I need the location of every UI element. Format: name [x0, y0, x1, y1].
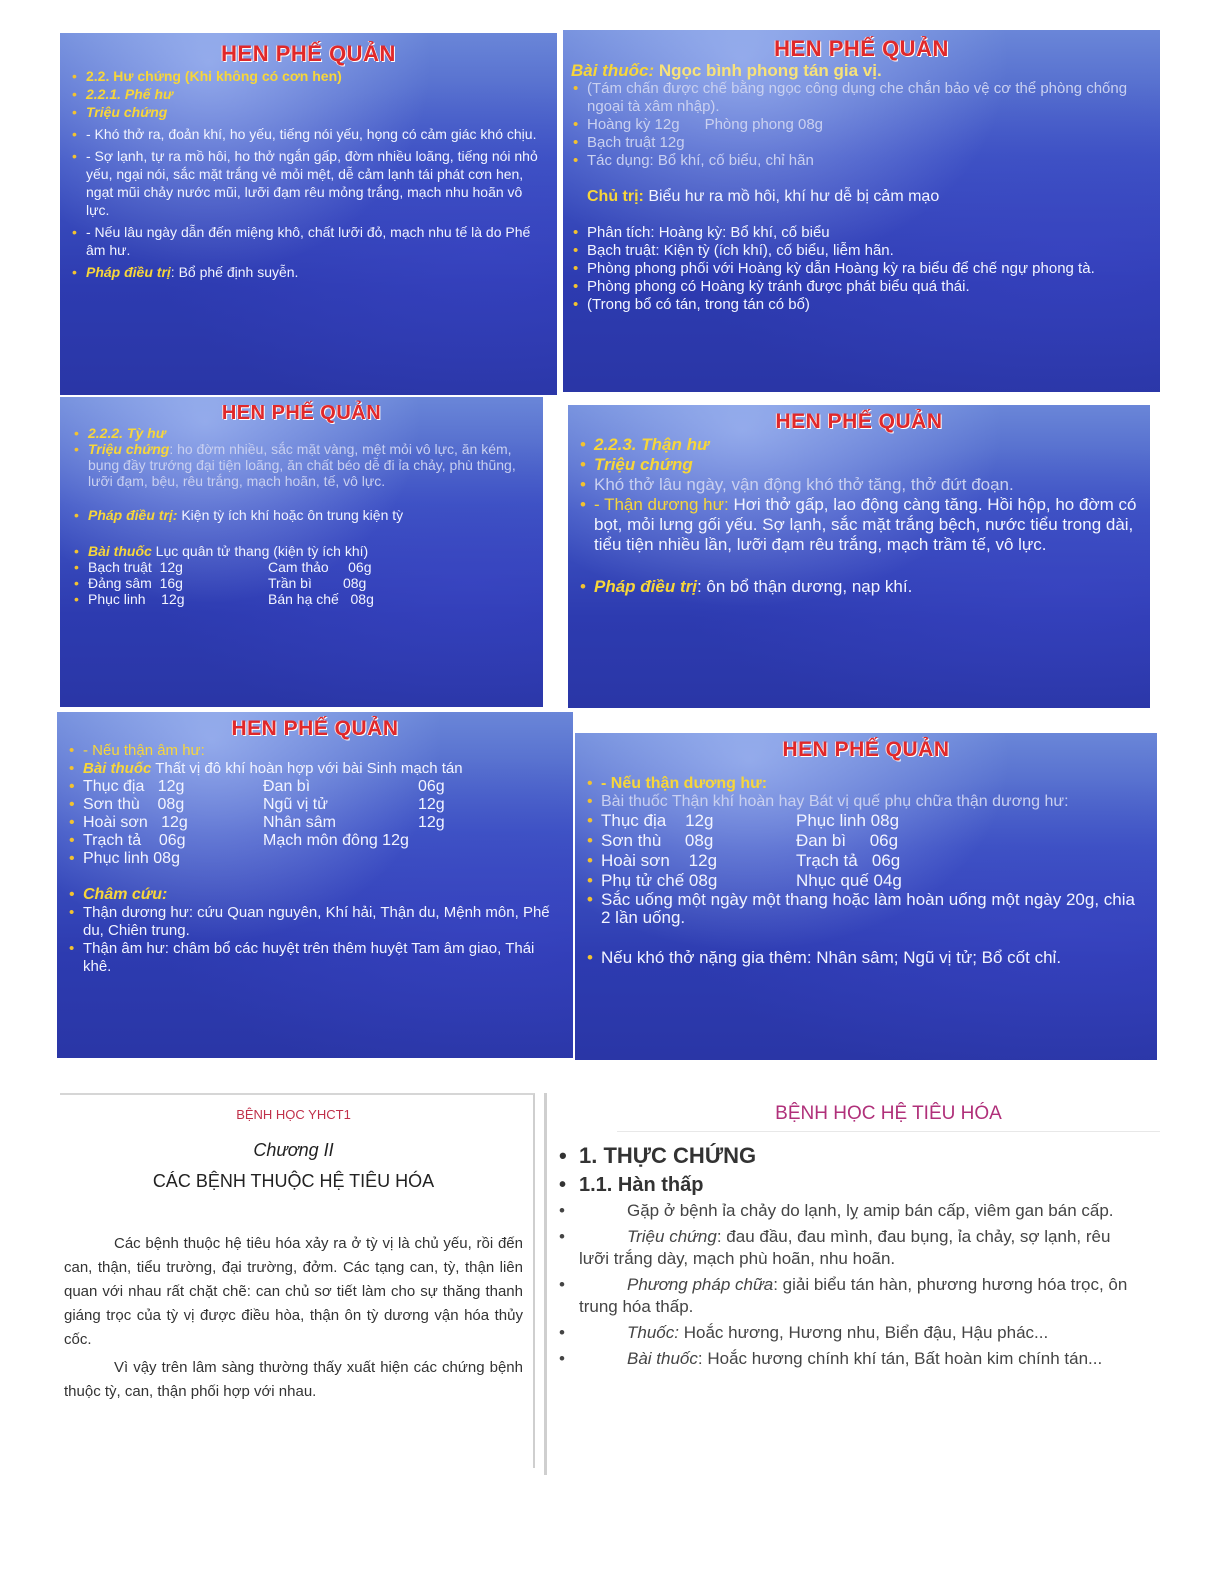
herb-row: • Trạch tả 06g Mạch môn đông 12g [67, 832, 563, 850]
paragraph: Các bệnh thuộc hệ tiêu hóa xảy ra ở tỳ vị là chủ yếu, rồi đến can, thận, tiểu trường, đại trường, đởm. Các tạng can, tỳ, thận liên quan với nhau rất chặt chẽ: can chủ sơ tiết làm cho sự thăng thanh giáng trọc của tỳ vị được điều hòa, thận ôn tỳ dương vận hóa thủy cốc. [64, 1235, 523, 1348]
doc-header: BỆNH HỌC YHCT1 [236, 1107, 351, 1122]
list-item: • Phân tích: Hoàng kỳ: Bổ khí, cố biểu [571, 224, 1152, 242]
list-item: • Bạch truật 12g [571, 134, 1152, 152]
slide-phe-hu [60, 33, 557, 395]
herb-row: • Phụ tử chế 08g Nhục quế 04g [585, 871, 1147, 891]
slide-than-am-hu [57, 712, 573, 1058]
list-item: • Bài thuốc: Hoắc hương chính khí tán, Bất hoàn kim chính tán... [559, 1349, 1103, 1368]
slide-list [70, 67, 547, 281]
list-item: • Thận dương hư: cứu Quan nguyên, Khí hải, Thận du, Mệnh môn, Phế du, Chiên trung. [67, 904, 563, 940]
list-item: • Phòng phong phối với Hoàng kỳ dẫn Hoàng kỳ ra biểu để chế ngự phong tà. [571, 260, 1152, 278]
herb-row: • Bạch truật 12g Cam thảo 06g [72, 559, 531, 575]
chapter-title: Chương II [253, 1140, 334, 1160]
doc-list [557, 1200, 1160, 1370]
list-item: • Triệu chứng [578, 455, 1140, 475]
list-item: • Khó thở lâu ngày, vận động khó thở tăng, thở đứt đoạn. [578, 475, 1140, 495]
doc-page-left [60, 1093, 535, 1468]
list-item: • (Tám chấn được chế bằng ngọc công dụng che chắn bảo vệ cơ thể phòng chống ngoại tà xâm nhập). [571, 80, 1152, 116]
chapter-heading: CÁC BỆNH THUỘC HỆ TIÊU HÓA [152, 1171, 435, 1191]
list-item: • - Nếu thận dương hư: [585, 775, 1147, 793]
list-item: • Pháp điều trị: Bổ phế định suyễn. [70, 263, 547, 281]
list-item: • (Trong bổ có tán, trong tán có bổ) [571, 296, 1152, 314]
chu-tri: Chủ trị: Biểu hư ra mồ hôi, khí hư dễ bị cảm mạo [587, 188, 940, 205]
slide-list [585, 775, 1147, 967]
list-item: • Tác dụng: Bổ khí, cố biểu, chỉ hãn [571, 152, 1152, 170]
slide-list [571, 80, 1152, 170]
list-item: • Phương pháp chữa: giải biểu tán hàn, phương hương hóa trọc, ôn trung hóa thấp. [559, 1275, 1128, 1316]
subsection-heading: • 1.1. Hàn thấp [559, 1174, 704, 1196]
herb-row: • Thục địa 12g Phục linh 08g [585, 811, 1147, 831]
doc-page-right [544, 1093, 1160, 1475]
slide-title: HEN PHẾ QUẢN [221, 41, 396, 66]
slide-title: HEN PHẾ QUẢN [231, 717, 399, 740]
list-item: • Bài thuốc Thận khí hoàn hay Bát vị quế phụ chữa thận dương hư: [585, 793, 1147, 811]
list-item: • - Sợ lạnh, tự ra mồ hôi, ho thở ngắn gấp, đờm nhiều loãng, tiếng nói nhỏ yếu, ngại nói, sắc mặt trắng vẻ mỏi mệt, dễ cảm lạnh tái phát cơn hen, ngạt mũi chảy nước mũi, lưỡi đạm rêu mỏng trắng, mạch nhu hoãn vô lực. [70, 147, 547, 219]
slide-title: HEN PHẾ QUẢN [221, 402, 382, 424]
list-item: • Pháp điều trị: Kiện tỳ ích khí hoặc ôn trung kiện tỳ [72, 507, 531, 523]
list-item: • Gặp ở bệnh ỉa chảy do lạnh, lỵ amip bán cấp, viêm gan bán cấp. [559, 1201, 1114, 1220]
slide-list [72, 425, 531, 607]
doc-header: BỆNH HỌC HỆ TIÊU HÓA [617, 1103, 1160, 1132]
list-item: • Triệu chứng: ho đờm nhiều, sắc mặt vàng, mệt mỏi vô lực, ăn kém, bụng đầy trướng đại tiện loãng, ăn chất béo dễ đi ỉa chảy, phù thũng, lưỡi đạm, bệu, rêu trắng, mạch hoãn, tế, vô lực. [72, 441, 531, 489]
slide-ngoc-binh-phong [563, 30, 1160, 392]
slide-list [578, 435, 1140, 597]
list-item: • Phòng phong có Hoàng kỳ tránh được phát biểu quá thái. [571, 278, 1152, 296]
list-item: • Sắc uống một ngày một thang hoặc làm hoàn uống một ngày 20g, chia 2 lần uống. [585, 891, 1147, 927]
list-item: • Bài thuốc Lục quân tử thang (kiện tỳ ích khí) [72, 543, 531, 559]
slide-than-hu [568, 405, 1150, 708]
list-item: • - Khó thở ra, đoản khí, ho yếu, tiếng nói yếu, họng có cảm giác khó chịu. [70, 125, 547, 143]
list-item: • - Nếu thận âm hư: [67, 742, 563, 760]
slide-title: HEN PHẾ QUẢN [774, 36, 949, 61]
list-item: • 2.2.1. Phế hư [70, 85, 547, 103]
slide-than-duong-hu [575, 733, 1157, 1060]
slide-list [571, 224, 1152, 314]
slide-title: HEN PHẾ QUẢN [775, 410, 943, 433]
list-item: • Thận âm hư: châm bổ các huyệt trên thêm huyệt Tam âm giao, Thái khê. [67, 940, 563, 976]
herb-row: • Đảng sâm 16g Trần bì 08g [72, 575, 531, 591]
herb-row: • Hoài sơn 12g Nhân sâm 12g [67, 814, 563, 832]
herb-row: • Phục linh 12g Bán hạ chế 08g [72, 591, 531, 607]
slide-list [67, 742, 563, 976]
list-item: • 2.2. Hư chứng (Khi không có cơn hen) [70, 67, 547, 85]
list-item: • - Nếu lâu ngày dẫn đến miệng khô, chất lưỡi đỏ, mạch nhu tế là do Phế âm hư. [70, 223, 547, 259]
paragraph: Vì vậy trên lâm sàng thường thấy xuất hiện các chứng bệnh thuộc tỳ, can, thận phối hợp với nhau. [64, 1359, 523, 1400]
list-item: • Hoàng kỳ 12g Phòng phong 08g [571, 116, 1152, 134]
list-item: • Bạch truật: Kiện tỳ (ích khí), cố biểu, liễm hãn. [571, 242, 1152, 260]
slide-title: HEN PHẾ QUẢN [782, 738, 950, 761]
list-item: • Châm cứu: [67, 886, 563, 904]
list-item: • Nếu khó thở nặng gia thêm: Nhân sâm; Ngũ vị tử; Bổ cốt chỉ. [585, 949, 1147, 967]
herb-row: • Sơn thù 08g Đan bì 06g [585, 831, 1147, 851]
list-item: • Triệu chứng [70, 103, 547, 121]
list-item: • Bài thuốc Thất vị đô khí hoàn hợp với bài Sinh mạch tán [67, 760, 563, 778]
herb-row: • Phục linh 08g [67, 850, 563, 868]
list-item: • Pháp điều trị: ôn bổ thận dương, nạp khí. [578, 577, 1140, 597]
list-item: • Thuốc: Hoắc hương, Hương nhu, Biển đậu, Hậu phác... [559, 1323, 1049, 1342]
list-item: • Triệu chứng: đau đầu, đau mình, đau bụng, ỉa chảy, sợ lạnh, rêu lưỡi trắng dày, mạch phù hoãn, nhu hoãn. [559, 1227, 1111, 1268]
slide-ty-hu [60, 397, 543, 707]
section-heading: • 1. THỰC CHỨNG [559, 1143, 757, 1168]
list-item: • - Thận dương hư: Hơi thở gấp, lao động càng tăng. Hồi hộp, ho đờm có bọt, mỏi lưng gối yếu. Sợ lạnh, sắc mặt trắng bệch, nước tiểu trong dài, tiểu tiện nhiều lần, lưỡi đạm rêu trắng, mạch trầm tế, vô lực. [578, 495, 1140, 555]
herb-row: • Hoài sơn 12g Trạch tả 06g [585, 851, 1147, 871]
herb-row: • Sơn thù 08g Ngũ vị tử 12g [67, 796, 563, 814]
list-item: • 2.2.3. Thận hư [578, 435, 1140, 455]
slide-subtitle: Bài thuốc: Ngọc bình phong tán gia vị. [571, 61, 882, 80]
list-item: • 2.2.2. Tỳ hư [72, 425, 531, 441]
herb-row: • Thục địa 12g Đan bì 06g [67, 778, 563, 796]
